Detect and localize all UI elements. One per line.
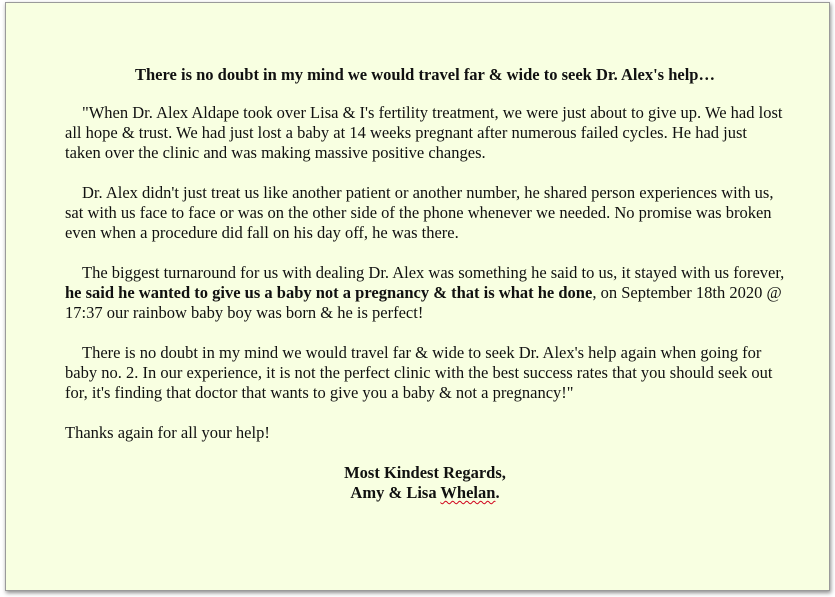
paragraph-3-bold: he said he wanted to give us a baby not a pregnancy & that is what he done — [65, 283, 593, 302]
paragraph-3 — [65, 263, 785, 323]
paragraph-4: There is no doubt in my mind we would travel far & wide to seek Dr. Alex's help again when going for baby no. 2. In our experience, it is not the perfect clinic with the best success rates that you should seek out for, it's finding that doctor that wants to give you a baby & not a pregnancy!" — [65, 343, 773, 402]
signature-suffix: . — [495, 483, 500, 502]
document-heading: There is no doubt in my mind we would travel far & wide to seek Dr. Alex's help… — [135, 65, 715, 84]
signature-prefix: Amy & Lisa — [350, 483, 441, 502]
thanks-line: Thanks again for all your help! — [65, 423, 270, 442]
paragraph-3-end: , on September 18th 2020 @ 17:37 our rainbow baby boy was born & he is perfect! — [65, 283, 782, 322]
closing-line: Most Kindest Regards, — [344, 463, 506, 482]
signature — [65, 483, 785, 503]
signature-surname[interactable]: Whelan — [440, 483, 496, 502]
document-body — [65, 65, 785, 503]
paragraph-2: Dr. Alex didn't just treat us like another patient or another number, he shared person experiences with us, sat with us face to face or was on the other side of the phone whenever we needed. No promise was broken even when a procedure did fall on his day off, he was there. — [65, 183, 774, 242]
paragraph-1: "When Dr. Alex Aldape took over Lisa & I's fertility treatment, we were just about to give up. We had lost all hope & trust. We had just lost a baby at 14 weeks pregnant after numerous failed cycles. He had just taken over the clinic and was making massive positive changes. — [65, 103, 783, 162]
document-page — [5, 2, 830, 591]
paragraph-3-start: The biggest turnaround for us with dealing Dr. Alex was something he said to us, it stayed with us forever, — [82, 263, 785, 282]
